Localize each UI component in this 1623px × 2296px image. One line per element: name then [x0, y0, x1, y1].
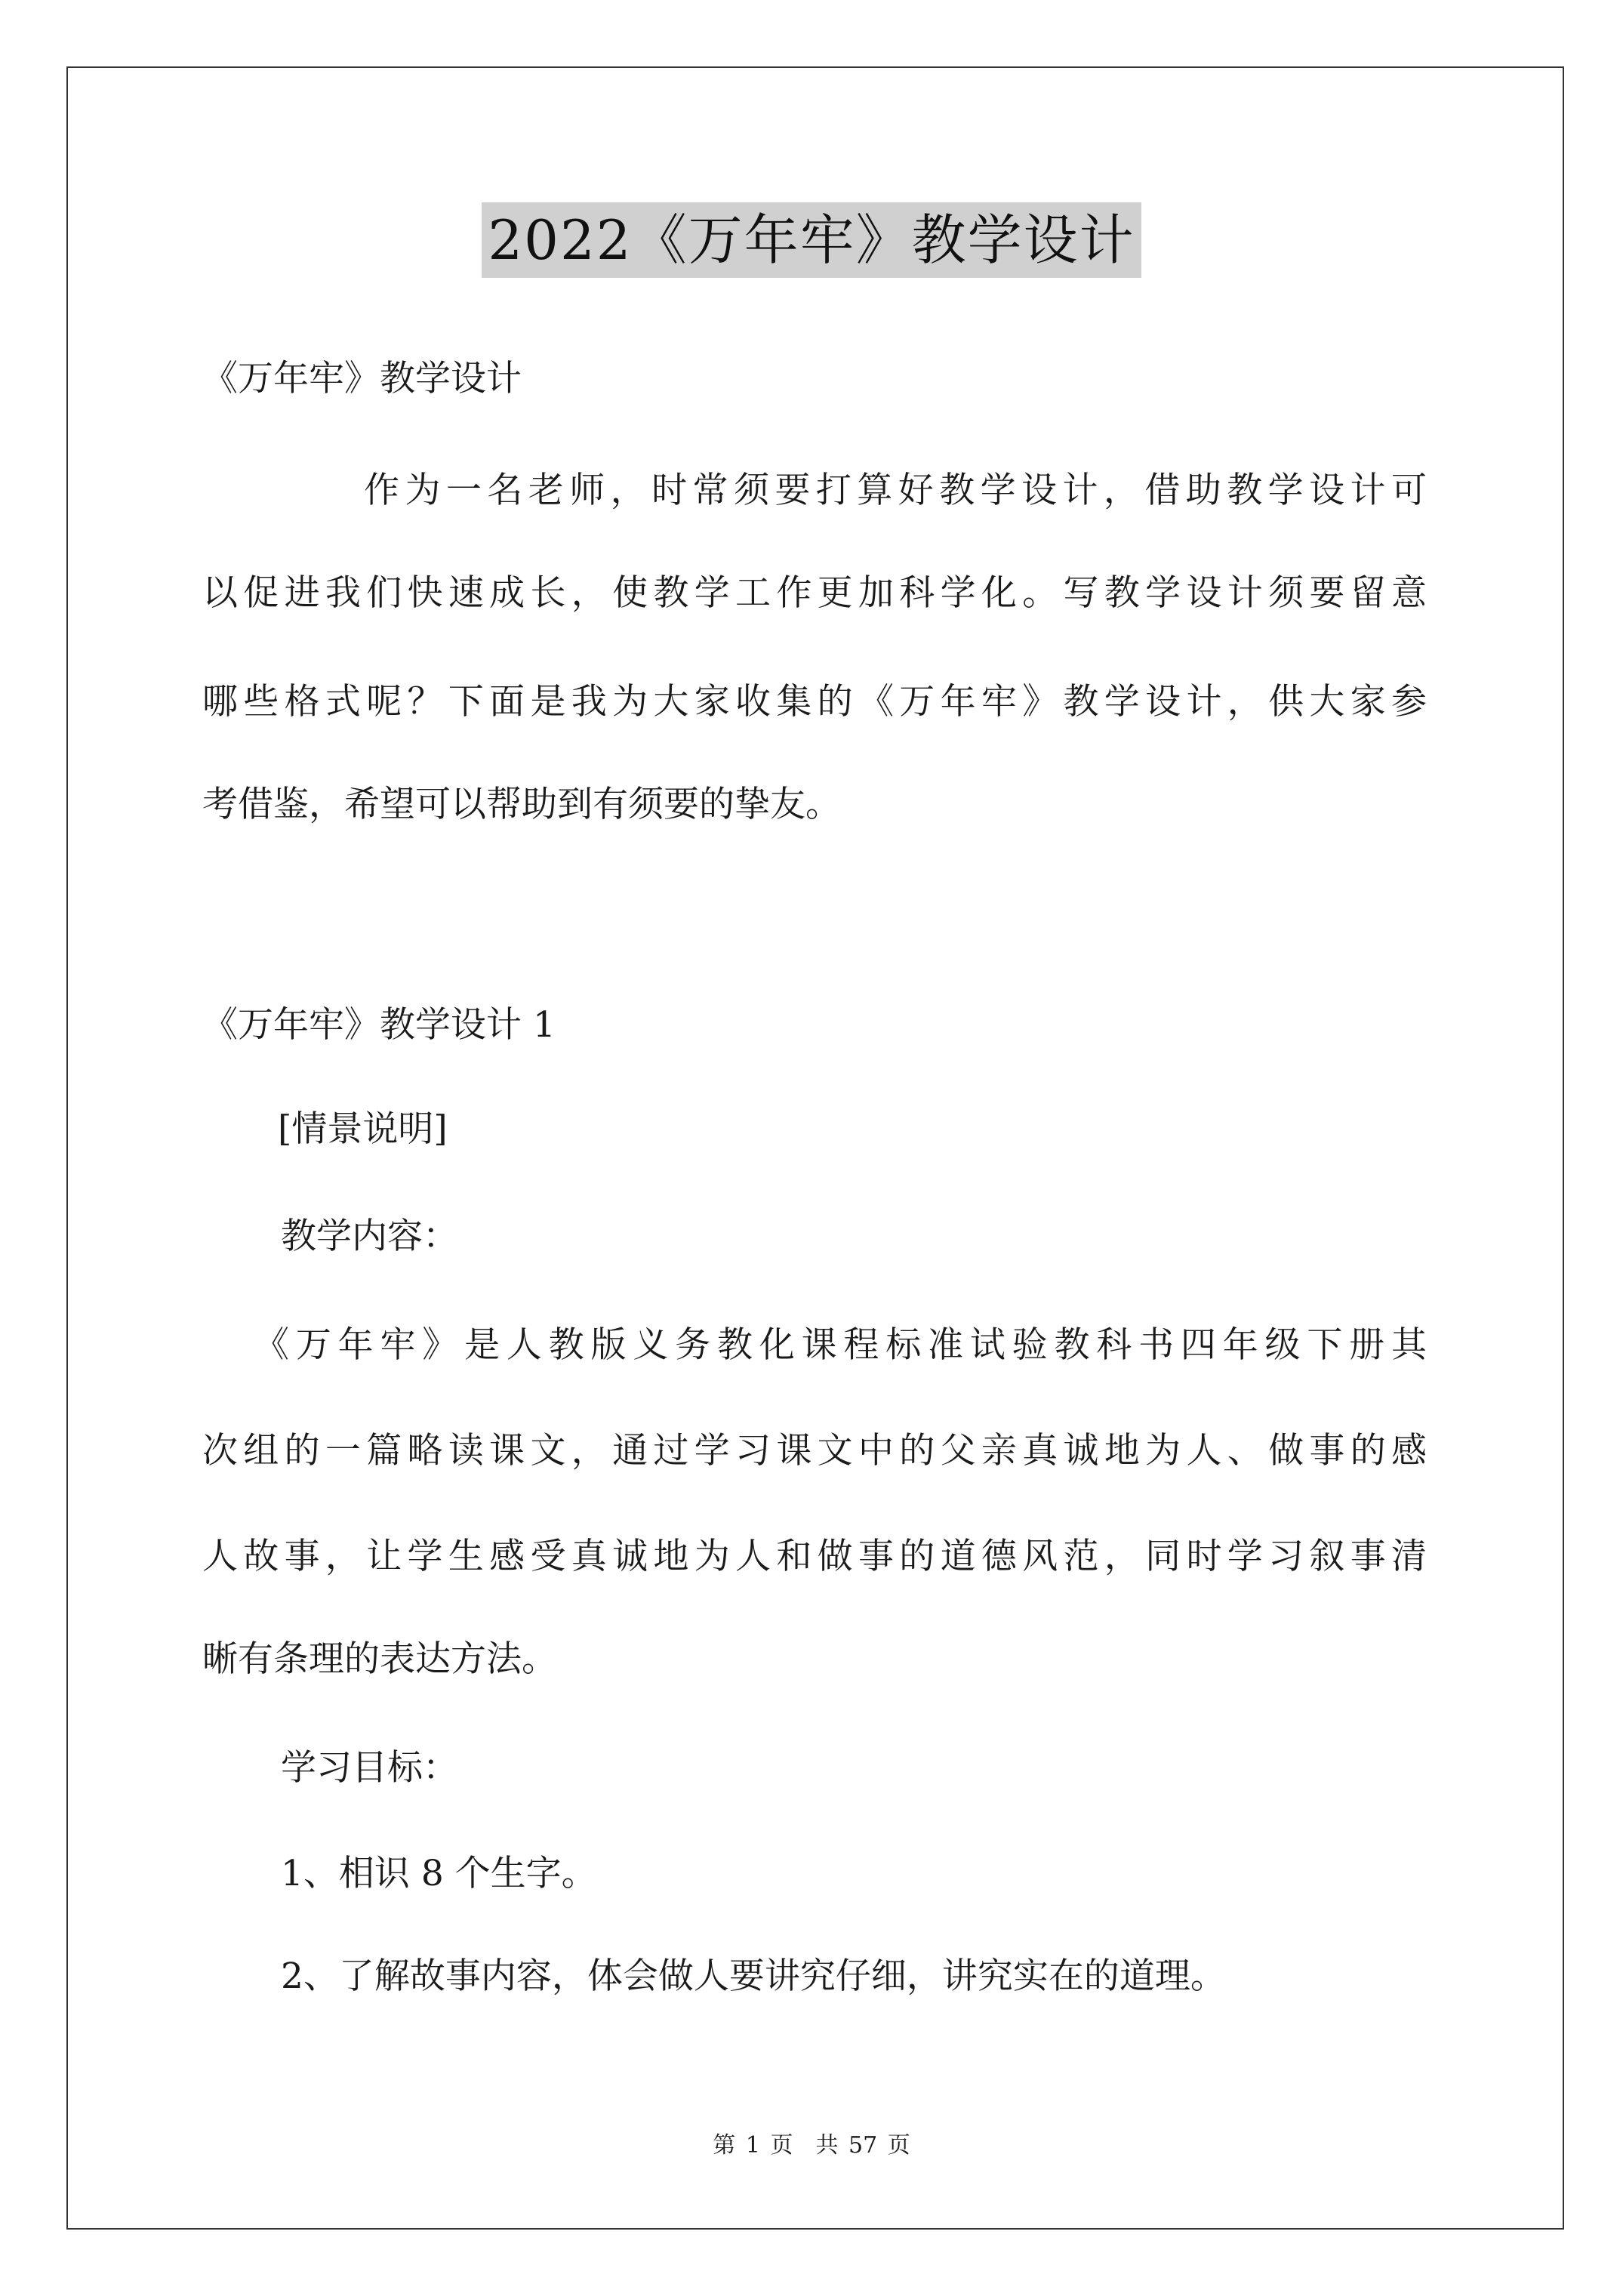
page-footer: 第 1 页 共 57 页: [713, 2132, 910, 2159]
situation-label: [情景说明]: [278, 1108, 448, 1150]
goal-item-2: 2、了解故事内容，体会做人要讲究仔细，讲究实在的道理。: [281, 1955, 1226, 1997]
document-title: 2022《万年牢》教学设计: [482, 202, 1141, 278]
section-heading: 《万年牢》教学设计 1: [202, 1004, 556, 1046]
intro-line-1: 作为一名老师，时常须要打算好教学设计，借助教学设计可: [364, 470, 1427, 511]
goal-item-1: 1、相识 8 个生字。: [281, 1853, 597, 1894]
content-label: 教学内容：: [281, 1216, 458, 1257]
intro-line-4: 考借鉴，希望可以帮助到有须要的挚友。: [202, 784, 841, 825]
intro-line-2: 以促进我们快速成长，使教学工作更加科学化。写教学设计须要留意: [202, 572, 1427, 614]
content-line-4: 晰有条理的表达方法。: [202, 1638, 557, 1680]
subtitle: 《万年牢》教学设计: [202, 358, 522, 399]
title-container: [0, 202, 1623, 278]
content-line-1: 《万年牢》是人教版义务教化课程标准试验教科书四年级下册其: [254, 1324, 1427, 1366]
content-line-3: 人故事，让学生感受真诚地为人和做事的道德风范，同时学习叙事清: [202, 1536, 1427, 1577]
goals-label: 学习目标：: [281, 1747, 458, 1789]
content-line-2: 次组的一篇略读课文，通过学习课文中的父亲真诚地为人、做事的感: [202, 1430, 1427, 1472]
intro-line-3: 哪些格式呢？下面是我为大家收集的《万年牢》教学设计，供大家参: [202, 681, 1427, 723]
